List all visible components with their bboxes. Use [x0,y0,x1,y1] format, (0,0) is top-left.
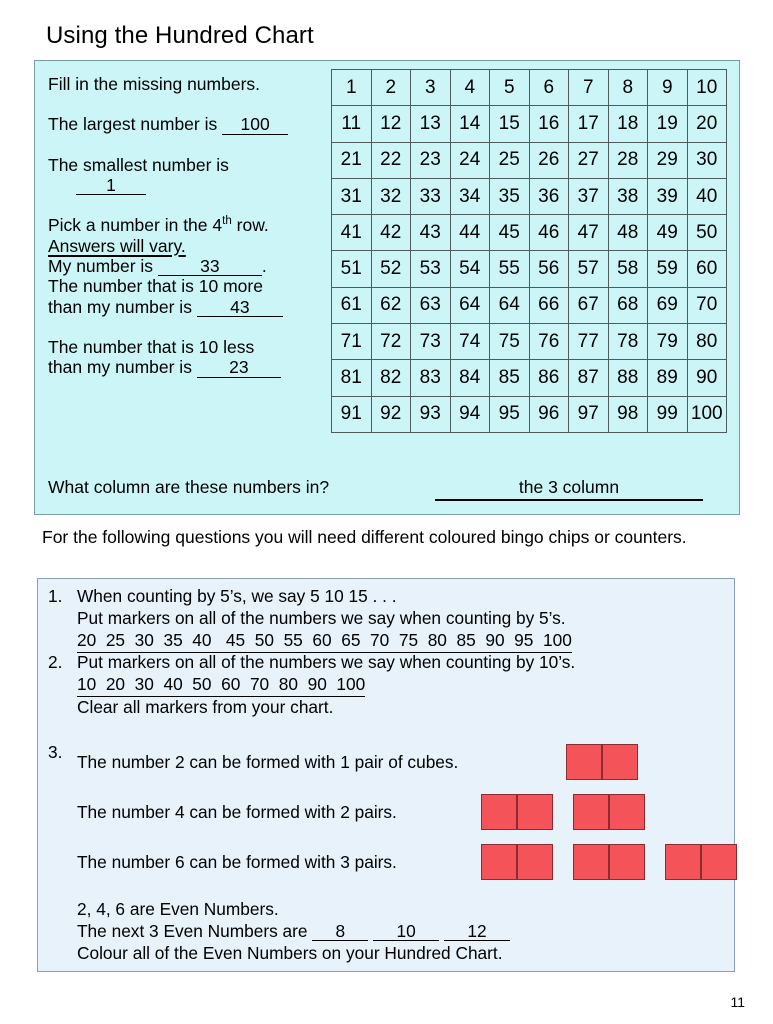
hundred-chart-cell[interactable]: 87 [569,360,609,396]
bingo-chips-note: For the following questions you will need different coloured bingo chips or counters. [42,527,687,547]
hundred-chart-cell[interactable]: 93 [411,396,451,432]
ten-less-line-1: The number that is 10 less [48,336,255,357]
hundred-chart-cell[interactable]: 51 [332,251,372,287]
smallest-number-label: The smallest number is [48,154,229,175]
pick-number-instruction [48,215,343,235]
hundred-chart-cell[interactable]: 84 [450,360,490,396]
question-1-body [77,586,728,653]
hundred-chart-cell[interactable]: 35 [490,178,530,214]
hundred-chart-row [332,142,727,178]
ten-less-answer[interactable]: 23 [197,358,281,377]
colour-even-numbers-line: Colour all of the Even Numbers on your Hundred Chart. [77,942,503,963]
cube-line-text: The number 6 can be formed with 3 pairs. [77,852,397,872]
answers-will-vary-text: Answers will vary. [48,235,186,256]
hundred-chart-cell[interactable]: 11 [332,106,372,142]
question-1-line-2: Put markers on all of the numbers we say when counting by 5’s. [77,607,566,628]
hundred-chart-cell[interactable]: 82 [371,360,411,396]
cube-pair [665,844,737,880]
hundred-chart-grid[interactable] [331,69,727,433]
hundred-chart-cell[interactable]: 12 [371,106,411,142]
cube-line-text: The number 4 can be formed with 2 pairs. [77,802,397,822]
hundred-chart-cell[interactable]: 75 [490,324,530,360]
hundred-chart-cell[interactable]: 69 [648,287,688,323]
hundred-chart-cell[interactable]: 10 [687,70,727,106]
hundred-chart-cell[interactable]: 79 [648,324,688,360]
questions-panel [37,578,735,972]
hundred-chart-cell[interactable]: 47 [569,215,609,251]
hundred-chart-cell[interactable]: 94 [450,396,490,432]
hundred-chart-cell[interactable]: 74 [450,324,490,360]
hundred-chart-cell[interactable]: 56 [529,251,569,287]
hundred-chart-cell[interactable]: 13 [411,106,451,142]
cube [517,844,553,880]
hundred-chart-row [332,70,727,106]
hundred-chart-cell[interactable]: 25 [490,142,530,178]
hundred-chart-cell[interactable]: 28 [608,142,648,178]
hundred-chart-cell[interactable]: 16 [529,106,569,142]
even-answer-3[interactable]: 12 [444,922,510,941]
cube-pair [573,844,645,880]
hundred-chart-cell[interactable]: 30 [687,142,727,178]
hundred-chart-cell[interactable]: 70 [687,287,727,323]
cube [609,844,645,880]
hundred-chart-cell[interactable]: 77 [569,324,609,360]
hundred-chart-cell[interactable]: 37 [569,178,609,214]
cube [602,744,638,780]
hundred-chart-cell[interactable]: 22 [371,142,411,178]
largest-number-label: The largest number is [48,114,218,135]
ten-more-line-1: The number that is 10 more [48,276,263,297]
ten-more-answer[interactable]: 43 [197,298,283,317]
hundred-chart-cell[interactable]: 57 [569,251,609,287]
hundred-chart-cell[interactable]: 95 [490,396,530,432]
page-title: Using the Hundred Chart [46,22,314,49]
cube [517,794,553,830]
hundred-chart-cell[interactable]: 38 [608,178,648,214]
column-question-prompt: What column are these numbers in? [48,477,330,497]
hundred-chart-cell[interactable]: 45 [490,215,530,251]
hundred-chart-cell[interactable]: 96 [529,396,569,432]
cube-pair [566,744,638,780]
hundred-chart-cell[interactable]: 2 [371,70,411,106]
pick-number-prefix: Pick a number in the 4 [48,215,223,236]
hundred-chart-cell[interactable]: 55 [490,251,530,287]
cube [573,794,609,830]
hundred-chart-cell[interactable]: 19 [648,106,688,142]
my-number-period: . [261,255,267,276]
cube-line [77,792,728,842]
cube-pair [573,794,645,830]
hundred-chart-cell[interactable]: 31 [332,178,372,214]
hundred-chart-cell[interactable]: 15 [490,106,530,142]
hundred-chart-cell[interactable]: 42 [371,215,411,251]
hundred-chart-cell[interactable]: 88 [608,360,648,396]
hundred-chart-cell[interactable]: 62 [371,287,411,323]
question-2-answer-row [77,674,728,697]
question-1-number: 1. [48,586,63,606]
hundred-chart-row [332,396,727,432]
cube [665,844,701,880]
hundred-chart-cell[interactable]: 91 [332,396,372,432]
question-2-body [77,652,728,719]
page-number: 11 [730,994,745,1010]
question-3-number: 3. [48,742,63,762]
hundred-chart-cell[interactable]: 43 [411,215,451,251]
hundred-chart-cell[interactable]: 26 [529,142,569,178]
hundred-chart-row [332,287,727,323]
question-2-line-1: Put markers on all of the numbers we say when counting by 10’s. [77,652,576,672]
hundred-chart-cell[interactable]: 36 [529,178,569,214]
my-number-answer[interactable]: 33 [158,257,262,276]
hundred-chart-cell[interactable]: 90 [687,360,727,396]
hundred-chart-row [332,251,727,287]
hundred-chart-cell[interactable]: 50 [687,215,727,251]
hundred-chart-cell[interactable]: 67 [569,287,609,323]
even-numbers-intro: 2, 4, 6 are Even Numbers. [77,899,279,919]
hundred-chart-cell[interactable]: 34 [450,178,490,214]
hundred-chart-cell[interactable]: 40 [687,178,727,214]
hundred-chart-row [332,324,727,360]
even-numbers-prompt: The next 3 Even Numbers are [77,920,308,941]
hundred-chart-cell[interactable]: 44 [450,215,490,251]
hundred-chart-cell[interactable]: 99 [648,396,688,432]
hundred-chart-cell[interactable]: 54 [450,251,490,287]
hundred-chart-row [332,106,727,142]
hundred-chart-cell[interactable]: 66 [529,287,569,323]
cube [701,844,737,880]
hundred-chart-cell[interactable]: 49 [648,215,688,251]
hundred-chart-row [332,178,727,214]
hundred-chart-cell[interactable]: 76 [529,324,569,360]
left-question-column [48,74,343,378]
hundred-chart-cell[interactable]: 14 [450,106,490,142]
hundred-chart-cell[interactable]: 85 [490,360,530,396]
hundred-chart-cell[interactable]: 5 [490,70,530,106]
hundred-chart-cell[interactable]: 80 [687,324,727,360]
hundred-chart-cell[interactable]: 17 [569,106,609,142]
cube [481,844,517,880]
hundred-chart-row [332,360,727,396]
hundred-chart-cell[interactable]: 41 [332,215,372,251]
hundred-chart-cell[interactable]: 78 [608,324,648,360]
cube-pair [481,844,553,880]
ten-more-line-2 [48,297,343,317]
hundred-chart-cell[interactable]: 39 [648,178,688,214]
fill-in-instruction: Fill in the missing numbers. [48,74,261,94]
hundred-chart-cell[interactable]: 83 [411,360,451,396]
question-1-answer-sequence[interactable]: 20 25 30 35 40 45 50 55 60 65 70 75 80 85 90 95 100 [77,630,572,653]
hundred-chart-cell[interactable]: 71 [332,324,372,360]
even-answer-1[interactable]: 8 [312,922,368,941]
answers-will-vary [48,236,343,256]
hundred-chart-cell[interactable]: 23 [411,142,451,178]
hundred-chart-cell[interactable]: 20 [687,106,727,142]
ten-less-line-2 [48,357,343,377]
hundred-chart-body [332,70,727,433]
cube-line-text: The number 2 can be formed with 1 pair of cubes. [77,752,459,772]
question-2-answer-sequence[interactable]: 10 20 30 40 50 60 70 80 90 100 [77,674,365,697]
smallest-number-line [48,175,343,195]
hundred-chart-cell[interactable]: 60 [687,251,727,287]
largest-number-line [48,114,343,134]
question-3-cube-lines [77,742,728,892]
largest-number-answer[interactable]: 100 [222,115,288,134]
hundred-chart-cell[interactable]: 86 [529,360,569,396]
ordinal-suffix: th [222,215,232,228]
my-number-label: My number is [48,255,154,276]
hundred-chart-cell[interactable]: 46 [529,215,569,251]
hundred-chart-cell[interactable]: 21 [332,142,372,178]
question-1 [38,586,728,653]
hundred-chart-cell[interactable]: 98 [608,396,648,432]
smallest-number-answer[interactable]: 1 [76,176,146,195]
question-1-answer-row [77,630,728,653]
hundred-chart-cell[interactable]: 18 [608,106,648,142]
hundred-chart-cell[interactable]: 32 [371,178,411,214]
hundred-chart-cell[interactable]: 64 [450,287,490,323]
hundred-chart-cell[interactable]: 1 [332,70,372,106]
hundred-chart-cell[interactable]: 72 [371,324,411,360]
hundred-chart-cell[interactable]: 59 [648,251,688,287]
ten-less-label: than my number is [48,357,192,378]
hundred-chart-cell[interactable]: 27 [569,142,609,178]
hundred-chart-cell[interactable]: 52 [371,251,411,287]
cube [609,794,645,830]
hundred-chart-cell[interactable]: 9 [648,70,688,106]
hundred-chart-cell[interactable]: 73 [411,324,451,360]
hundred-chart-cell[interactable]: 58 [608,251,648,287]
question-1-line-1: When counting by 5’s, we say 5 10 15 . . . [77,586,397,606]
hundred-chart-cell[interactable]: 53 [411,251,451,287]
hundred-chart-cell[interactable]: 97 [569,396,609,432]
cube-line [77,742,728,792]
question-2-line-3: Clear all markers from your chart. [77,696,334,717]
even-numbers-block [77,899,717,965]
hundred-chart-cell[interactable]: 7 [569,70,609,106]
hundred-chart-cell[interactable]: 33 [411,178,451,214]
hundred-chart-cell[interactable]: 89 [648,360,688,396]
hundred-chart-cell[interactable]: 6 [529,70,569,106]
cube-pair [481,794,553,830]
hundred-chart-row [332,215,727,251]
question-3 [38,742,728,892]
hundred-chart-cell[interactable]: 4 [450,70,490,106]
hundred-chart-cell[interactable]: 29 [648,142,688,178]
even-numbers-answer-line [77,921,717,943]
hundred-chart-cell[interactable]: 68 [608,287,648,323]
hundred-chart-cell[interactable]: 24 [450,142,490,178]
ten-more-label: than my number is [48,296,192,317]
question-2-number: 2. [48,652,63,672]
hundred-chart-panel [34,60,740,515]
my-number-line [48,256,343,276]
pick-number-suffix: row. [231,215,269,236]
hundred-chart-cell[interactable]: 100 [687,396,727,432]
hundred-chart-cell[interactable]: 92 [371,396,411,432]
hundred-chart-cell[interactable]: 8 [608,70,648,106]
hundred-chart-cell[interactable]: 48 [608,215,648,251]
cube [573,844,609,880]
hundred-chart-cell[interactable]: 63 [411,287,451,323]
hundred-chart-cell[interactable]: 61 [332,287,372,323]
hundred-chart-cell[interactable]: 64 [490,287,530,323]
cube [566,744,602,780]
hundred-chart-cell[interactable]: 3 [411,70,451,106]
question-2 [38,652,728,719]
even-answer-2[interactable]: 10 [373,922,439,941]
cube [481,794,517,830]
hundred-chart-cell[interactable]: 81 [332,360,372,396]
cube-line [77,842,728,892]
column-question-answer[interactable]: the 3 column [435,477,703,501]
